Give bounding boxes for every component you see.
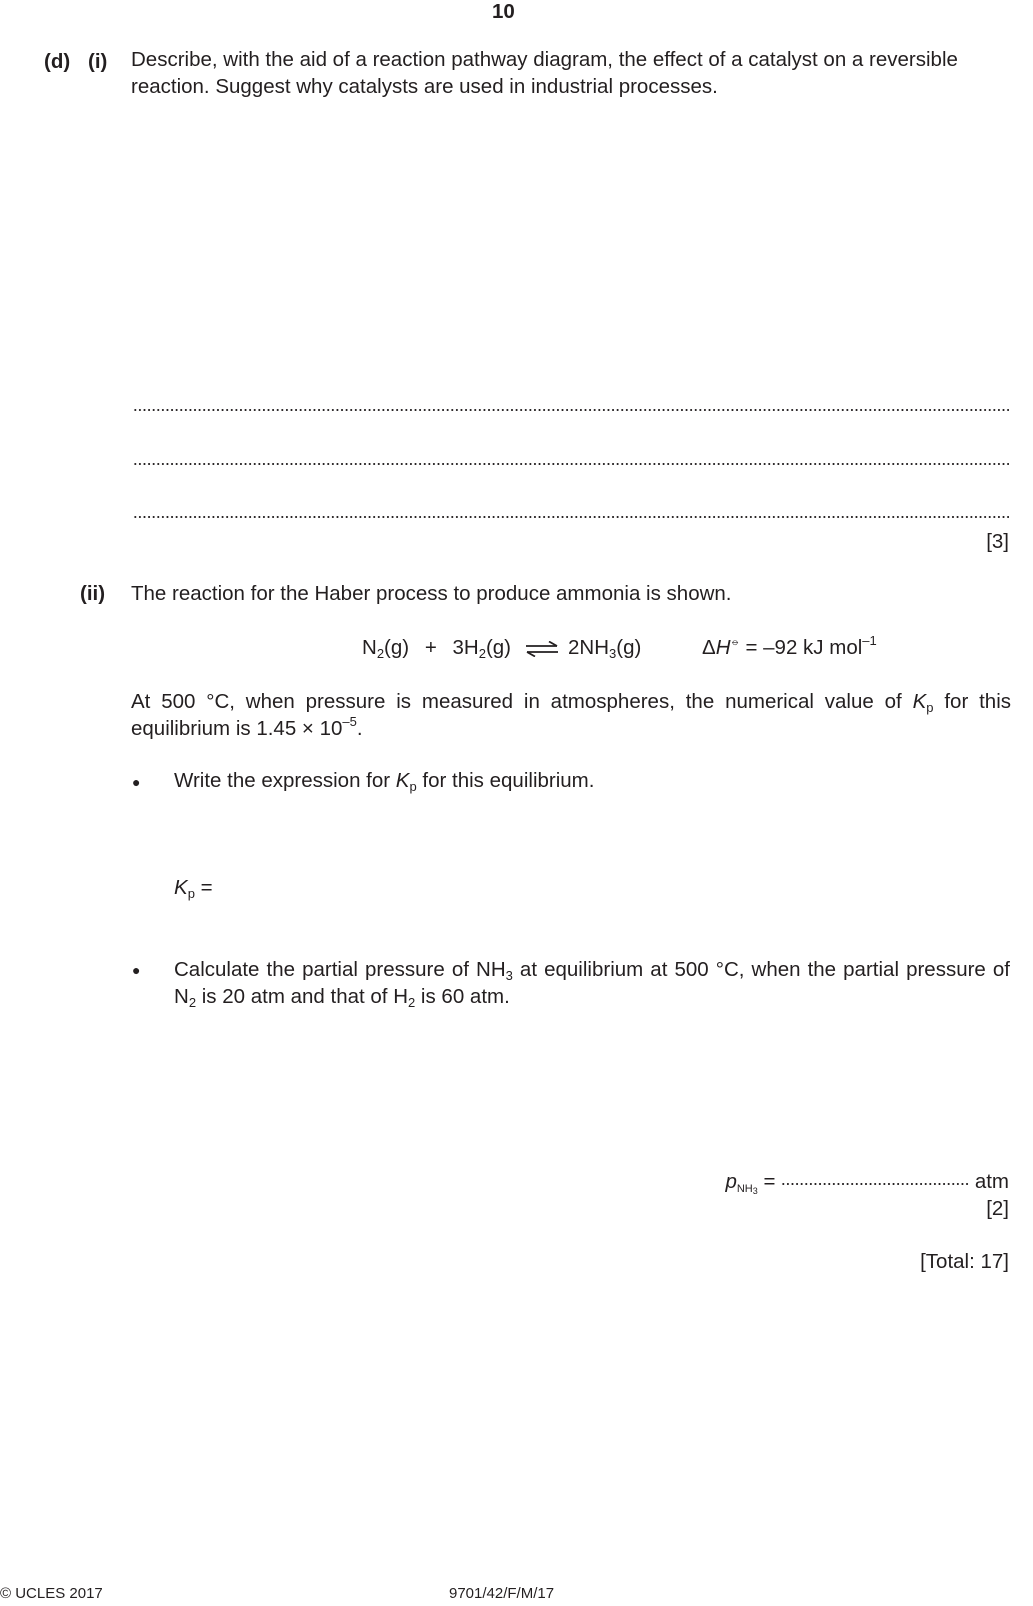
part-ii-label: (ii)	[80, 582, 106, 605]
footer-copyright: © UCLES 2017	[0, 1585, 103, 1602]
pnh3-answer-line[interactable]: $p_{NH_3}$ = atm	[725, 1170, 1009, 1196]
footer-paper-code: 9701/42/F/M/17	[449, 1585, 555, 1602]
marks-d-i: [3]	[986, 530, 1009, 553]
answer-line-1[interactable]	[133, 406, 1009, 414]
haber-equation-product: $2NH_3(g)$	[568, 636, 642, 661]
equilibrium-arrow-icon	[525, 641, 559, 657]
question-d-i-text: Describe, with the aid of a reaction pathway diagram, the effect of a catalyst on a reversible reaction. Suggest why catalysts are used in industrial processes.	[131, 48, 958, 98]
page-number: 10	[492, 0, 515, 23]
marks-d-ii: [2]	[986, 1197, 1009, 1220]
total-marks: [Total: 17]	[920, 1250, 1009, 1273]
haber-equation-reactants: $N_2(g) + 3H_2(g)$	[362, 636, 512, 661]
answer-line-3[interactable]	[133, 513, 1009, 521]
answer-dots[interactable]	[781, 1180, 969, 1188]
bullet1-text: Write the expression for $K_p$ for this equilibrium.	[174, 769, 595, 794]
part-i-label: (i)	[88, 50, 108, 73]
kp-answer-space[interactable]: $K_p$ =	[174, 876, 213, 901]
enthalpy-change: ΔH⦵ = –92 kJ mol$^{-1}$	[702, 633, 877, 659]
question-d-ii-intro: The reaction for the Haber process to produce ammonia is shown.	[131, 582, 732, 605]
answer-line-2[interactable]	[133, 460, 1009, 468]
bullet2-text: Calculate the partial pressure of $NH_3$ at equilibrium at 500 °C, when the partial pressure of $N_2$ is 20 atm and that of $H_2$ is 60 atm.	[174, 958, 1010, 1010]
part-d-label: (d)	[44, 50, 71, 73]
bullet-icon: ●	[132, 962, 141, 978]
bullet-icon: ●	[132, 774, 141, 790]
kp-value-statement: At 500 °C, when pressure is measured in atmospheres, the numerical value of $K_p$ for this equilibrium is $1.45 \times 10^{-5}$.	[131, 690, 1012, 740]
